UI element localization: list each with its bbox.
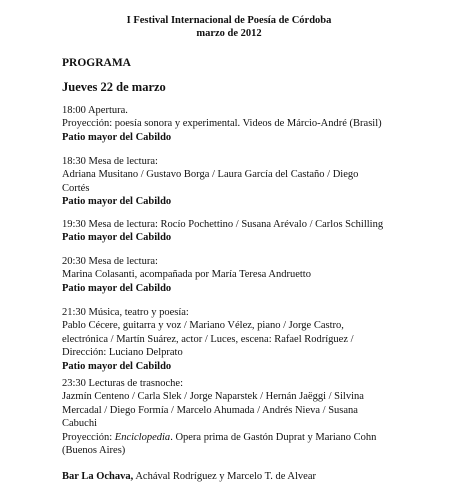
event-detail: Cortés	[62, 182, 90, 194]
event-detail: Marina Colasanti, acompañada por María Teresa Andruetto	[62, 269, 311, 281]
festival-header	[0, 14, 458, 40]
event-detail: Pablo Cécere, guitarra y voz / Mariano Vélez, piano / Jorge Castro,	[62, 320, 344, 332]
event-detail: Adriana Musitano / Gustavo Borga / Laura García del Castaño / Diego	[62, 169, 359, 181]
footer-venue-line	[62, 471, 316, 482]
festival-title: I Festival Internacional de Poesía de Córdoba	[126, 15, 332, 26]
event-block	[62, 218, 414, 245]
event-block	[62, 377, 414, 457]
event-detail: Cabuchi	[62, 418, 97, 430]
event-heading: 20:30 Mesa de lectura:	[62, 256, 158, 267]
event-block	[62, 104, 414, 144]
event-venue: Patio mayor del Cabildo	[62, 131, 172, 143]
event-heading: 19:30 Mesa de lectura: Rocío Pochettino / Susana Arévalo / Carlos Schilling	[62, 219, 384, 230]
projection-title: Enciclopedia	[114, 431, 171, 443]
festival-date: marzo de 2012	[196, 28, 262, 39]
event-heading: 18:30 Mesa de lectura:	[62, 156, 158, 167]
event-venue: Patio mayor del Cabildo	[62, 196, 172, 208]
event-heading: 18:00 Apertura.	[62, 105, 128, 116]
event-block	[62, 306, 414, 373]
event-projection-origin: (Buenos Aires)	[62, 445, 126, 457]
event-heading: 23:30 Lecturas de trasnoche:	[62, 378, 183, 389]
event-detail: Proyección: poesía sonora y experimental. Videos de Márcio-André (Brasil)	[62, 118, 382, 130]
event-detail: electrónica / Martín Suárez, actor / Luces, escena: Rafael Rodríguez /	[62, 333, 354, 345]
event-block	[62, 155, 414, 209]
event-block	[62, 255, 414, 295]
event-venue: Patio mayor del Cabildo	[62, 282, 172, 294]
event-venue: Patio mayor del Cabildo	[62, 360, 172, 372]
event-heading: 21:30 Música, teatro y poesía:	[62, 307, 189, 318]
programa-label: PROGRAMA	[62, 57, 131, 69]
event-detail: Dirección: Luciano Delprato	[62, 347, 183, 359]
day-title: Jueves 22 de marzo	[62, 80, 166, 94]
event-detail: Mercadal / Diego Formía / Marcelo Ahumada / Andrés Nieva / Susana	[62, 404, 358, 416]
event-venue: Patio mayor del Cabildo	[62, 232, 172, 244]
projection-rest: . Opera prima de Gastón Duprat y Mariano Cohn	[170, 431, 377, 443]
footer-venue: Bar La Ochava,	[62, 471, 134, 482]
footer-address: Achával Rodríguez y Marcelo T. de Alvear	[133, 471, 316, 482]
projection-prefix: Proyección:	[62, 431, 115, 443]
event-projection	[62, 431, 414, 444]
event-detail: Jazmín Centeno / Carla Slek / Jorge Naparstek / Hernán Jaëggi / Silvina	[62, 391, 364, 403]
